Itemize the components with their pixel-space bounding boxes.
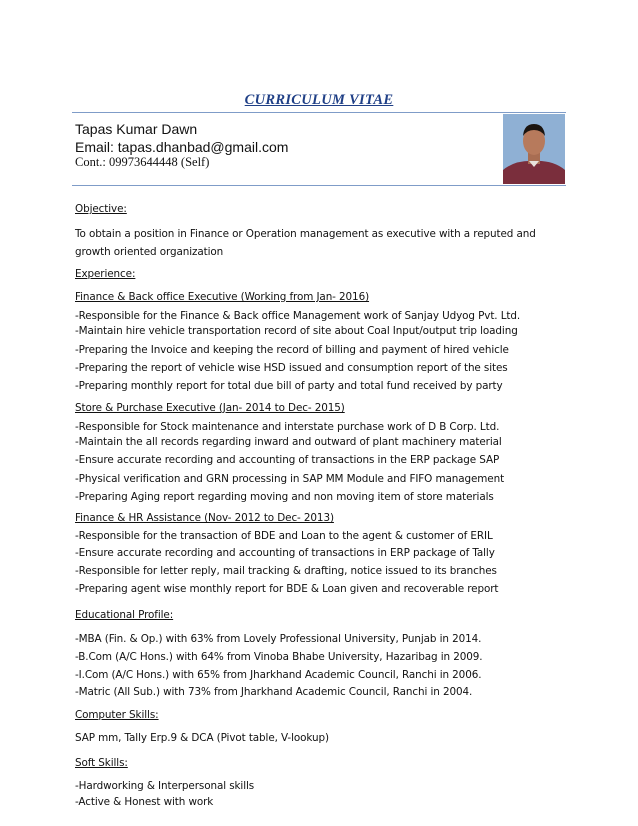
job-duty: -Ensure accurate recording and accounting of transactions in the ERP package SAP	[75, 454, 500, 466]
job-duty: -Responsible for letter reply, mail tracking & drafting, notice issued to its branches	[75, 565, 497, 577]
job-duty: -Responsible for the Finance & Back office Management work of Sanjay Udyog Pvt. Ltd.	[75, 310, 521, 322]
job-duty: -Preparing the report of vehicle wise HSD issued and consumption report of the sites	[75, 362, 508, 374]
objective-heading: Objective:	[75, 203, 127, 215]
job-duty: -Preparing the Invoice and keeping the record of billing and payment of hired vehicle	[75, 344, 509, 356]
document-title: CURRICULUM VITAE	[244, 92, 394, 108]
education-heading: Educational Profile:	[75, 609, 174, 621]
job-duty: -Preparing agent wise monthly report for BDE & Loan given and recoverable report	[75, 583, 499, 595]
job-duty: -Physical verification and GRN processing in SAP MM Module and FIFO management	[75, 473, 505, 485]
job-duty: -Ensure accurate recording and accounting of transactions in ERP package of Tally	[75, 547, 495, 559]
header-bottom-rule	[72, 185, 566, 186]
education-line: -I.Com (A/C Hons.) with 65% from Jharkhand Academic Council, Ranchi in 2006.	[75, 669, 482, 681]
job-title: Finance & HR Assistance (Nov- 2012 to Dec- 2013)	[75, 512, 334, 524]
candidate-email: Email: tapas.dhanbad@gmail.com	[75, 139, 289, 155]
education-line: -MBA (Fin. & Op.) with 63% from Lovely Professional University, Punjab in 2014.	[75, 633, 482, 645]
soft-skills-line: -Hardworking & Interpersonal skills	[75, 780, 255, 792]
education-line: -B.Com (A/C Hons.) with 64% from Vinoba Bhabe University, Hazaribag in 2009.	[75, 651, 483, 663]
job-duty: -Responsible for the transaction of BDE and Loan to the agent & customer of ERIL	[75, 530, 493, 542]
objective-line: To obtain a position in Finance or Operation management as executive with a reputed and	[75, 228, 536, 240]
objective-line: growth oriented organization	[75, 246, 224, 258]
profile-photo	[503, 114, 565, 184]
job-duty: -Preparing Aging report regarding moving and non moving item of store materials	[75, 491, 494, 503]
candidate-phone: Cont.: 09973644448 (Self)	[75, 155, 210, 169]
experience-heading: Experience:	[75, 268, 136, 280]
job-duty: -Maintain hire vehicle transportation record of site about Coal Input/output trip loading	[75, 325, 518, 337]
header-top-rule	[72, 112, 566, 113]
job-duty: -Responsible for Stock maintenance and interstate purchase work of D B Corp. Ltd.	[75, 421, 500, 433]
candidate-name: Tapas Kumar Dawn	[75, 121, 198, 137]
job-duty: -Preparing monthly report for total due bill of party and total fund received by party	[75, 380, 503, 392]
job-duty: -Maintain the all records regarding inward and outward of plant machinery material	[75, 436, 502, 448]
soft-skills-heading: Soft Skills:	[75, 757, 128, 769]
education-line: -Matric (All Sub.) with 73% from Jharkhand Academic Council, Ranchi in 2004.	[75, 686, 473, 698]
computer-skills-line: SAP mm, Tally Erp.9 & DCA (Pivot table, V-lookup)	[75, 732, 329, 744]
soft-skills-line: -Active & Honest with work	[75, 796, 214, 808]
computer-skills-heading: Computer Skills:	[75, 709, 159, 721]
job-title: Finance & Back office Executive (Working from Jan- 2016)	[75, 291, 370, 303]
job-title: Store & Purchase Executive (Jan- 2014 to Dec- 2015)	[75, 402, 345, 414]
